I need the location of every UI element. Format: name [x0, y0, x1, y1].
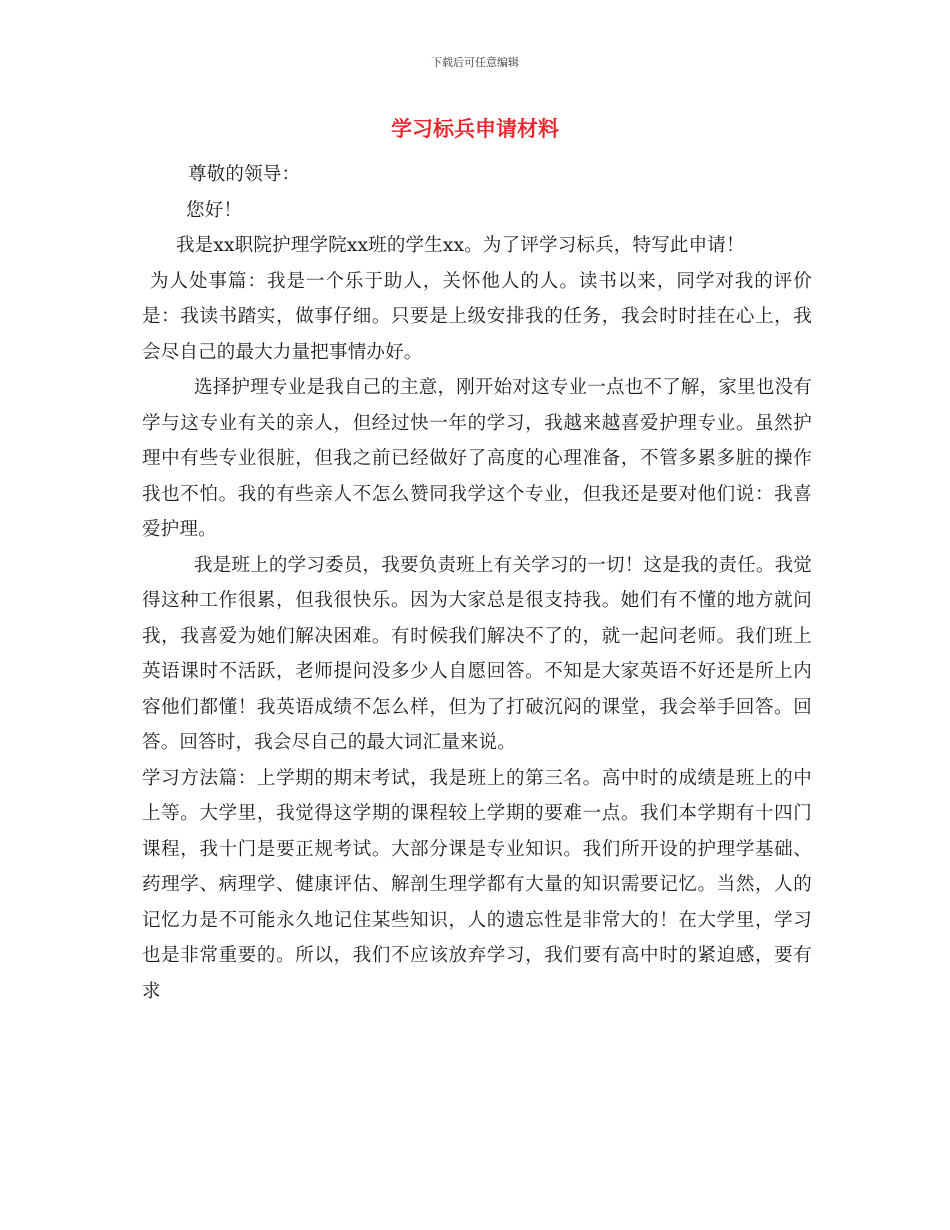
paragraph-intro: 我是xx职院护理学院xx班的学生xx。为了评学习标兵，特写此申请！ — [176, 235, 745, 256]
paragraph-conduct: 为人处事篇：我是一个乐于助人，关怀他人的人。读书以来，同学对我的评价是：我读书踏实，做事仔细。只要是上级安排我的任务，我会时时挂在心上，我会尽自己的最大力量把事情办好。 — [142, 270, 812, 363]
document-title: 学习标兵申请材料 — [391, 117, 559, 141]
document-body — [142, 157, 812, 1009]
hello-line: 您好！ — [186, 199, 243, 221]
paragraph-study-committee: 我是班上的学习委员，我要负责班上有关学习的一切！这是我的责任。我觉得这种工作很累，但我很快乐。因为大家总是很支持我。她们有不懂的地方就问我，我喜爱为她们解决困难。有时候我们解决不了的，就一起问老师。我们班上英语课时不活跃，老师提问没多少人自愿回答。不知是大家英语不好还是所上内容他们都懂！我英语成绩不怎么样，但为了打破沉闷的课堂，我会举手回答。回答。回答时，我会尽自己的最大词汇量来说。 — [142, 554, 812, 753]
paragraph-major-choice: 选择护理专业是我自己的主意，刚开始对这专业一点也不了解，家里也没有学与这专业有关的亲人，但经过快一年的学习，我越来越喜爱护理专业。虽然护理中有些专业很脏，但我之前已经做好了高度的心理准备，不管多累多脏的操作我也不怕。我的有些亲人不怎么赞同我学这个专业，但我还是要对他们说：我喜爱护理。 — [142, 377, 812, 540]
paragraph-study-method: 学习方法篇：上学期的期末考试，我是班上的第三名。高中时的成绩是班上的中上等。大学里，我觉得这学期的课程较上学期的要难一点。我们本学期有十四门课程，我十门是要正规考试。大部分课是专业知识。我们所开设的护理学基础、药理学、病理学、健康评估、解剖生理学都有大量的知识需要记忆。当然，人的记忆力是不可能永久地记住某些知识，人的遗忘性是非常大的！在大学里，学习也是非常重要的。所以，我们不应该放弃学习，我们要有高中时的紧迫感，要有求 — [142, 767, 812, 1002]
greeting: 尊敬的领导： — [188, 164, 301, 185]
header-note: 下载后可任意编辑 — [431, 56, 519, 69]
